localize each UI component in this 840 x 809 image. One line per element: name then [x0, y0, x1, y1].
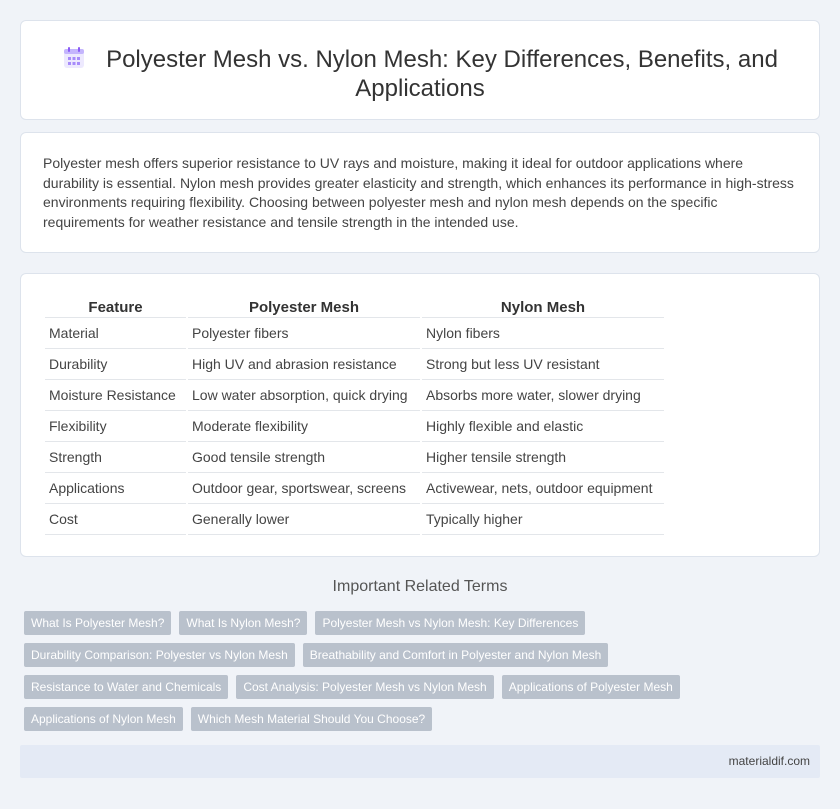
related-tag[interactable]: Cost Analysis: Polyester Mesh vs Nylon Mesh	[236, 675, 493, 699]
related-terms-heading: Important Related Terms	[332, 578, 508, 595]
related-tag[interactable]: Breathability and Comfort in Polyester and Nylon Mesh	[303, 643, 608, 667]
table-row	[45, 380, 664, 411]
table-cell: Strength	[45, 442, 186, 473]
table-cell: Polyester fibers	[188, 318, 420, 349]
table-header-row	[45, 296, 664, 318]
related-tag[interactable]: Applications of Nylon Mesh	[24, 707, 183, 731]
related-tag[interactable]: Applications of Polyester Mesh	[502, 675, 680, 699]
intro-paragraph: Polyester mesh offers superior resistance to UV rays and moisture, making it ideal for outdoor applications where durability is essential. Nylon mesh provides greater elasticity and strength, which enhances its performance in high-stress environments requiring flexibility. Choosing between polyester mesh and nylon mesh depends on the specific requirements for weather resistance and tensile strength in the intended use.	[43, 155, 794, 230]
related-tags-row-4	[24, 707, 432, 731]
table-cell: Nylon fibers	[422, 318, 664, 349]
table-row	[45, 504, 664, 535]
related-tag[interactable]: What Is Polyester Mesh?	[24, 611, 171, 635]
table-row	[45, 411, 664, 442]
comparison-table-card	[20, 273, 820, 557]
table-cell: Activewear, nets, outdoor equipment	[422, 473, 664, 504]
column-header-nylon: Nylon Mesh	[422, 296, 664, 318]
related-tags-row-3	[24, 675, 680, 699]
related-tag[interactable]: Which Mesh Material Should You Choose?	[191, 707, 432, 731]
related-tags-row-2	[24, 643, 608, 667]
related-tags-row-1	[24, 611, 585, 635]
table-cell: Durability	[45, 349, 186, 380]
table-cell: Good tensile strength	[188, 442, 420, 473]
table-cell: Moderate flexibility	[188, 411, 420, 442]
related-tag[interactable]: Resistance to Water and Chemicals	[24, 675, 228, 699]
calendar-grid-icon	[62, 46, 86, 70]
header-card	[20, 20, 820, 120]
table-cell: Strong but less UV resistant	[422, 349, 664, 380]
comparison-table	[43, 296, 666, 535]
table-row	[45, 473, 664, 504]
table-row	[45, 318, 664, 349]
table-cell: Low water absorption, quick drying	[188, 380, 420, 411]
table-cell: Typically higher	[422, 504, 664, 535]
table-cell: Higher tensile strength	[422, 442, 664, 473]
related-tag[interactable]: What Is Nylon Mesh?	[179, 611, 307, 635]
related-tag[interactable]: Durability Comparison: Polyester vs Nylon Mesh	[24, 643, 295, 667]
page-title-text: Polyester Mesh vs. Nylon Mesh: Key Differences, Benefits, and Applications	[106, 46, 778, 102]
table-cell: Outdoor gear, sportswear, screens	[188, 473, 420, 504]
table-cell: Material	[45, 318, 186, 349]
intro-card	[20, 132, 820, 253]
page-title	[61, 45, 779, 103]
table-cell: Moisture Resistance	[45, 380, 186, 411]
table-row	[45, 442, 664, 473]
table-cell: High UV and abrasion resistance	[188, 349, 420, 380]
table-cell: Applications	[45, 473, 186, 504]
column-header-feature: Feature	[45, 296, 186, 318]
footer-bar	[20, 745, 820, 778]
table-cell: Cost	[45, 504, 186, 535]
table-cell: Flexibility	[45, 411, 186, 442]
column-header-polyester: Polyester Mesh	[188, 296, 420, 318]
site-link[interactable]: materialdif.com	[728, 754, 810, 768]
related-tag[interactable]: Polyester Mesh vs Nylon Mesh: Key Differences	[315, 611, 585, 635]
table-cell: Absorbs more water, slower drying	[422, 380, 664, 411]
table-row	[45, 349, 664, 380]
table-cell: Highly flexible and elastic	[422, 411, 664, 442]
table-cell: Generally lower	[188, 504, 420, 535]
